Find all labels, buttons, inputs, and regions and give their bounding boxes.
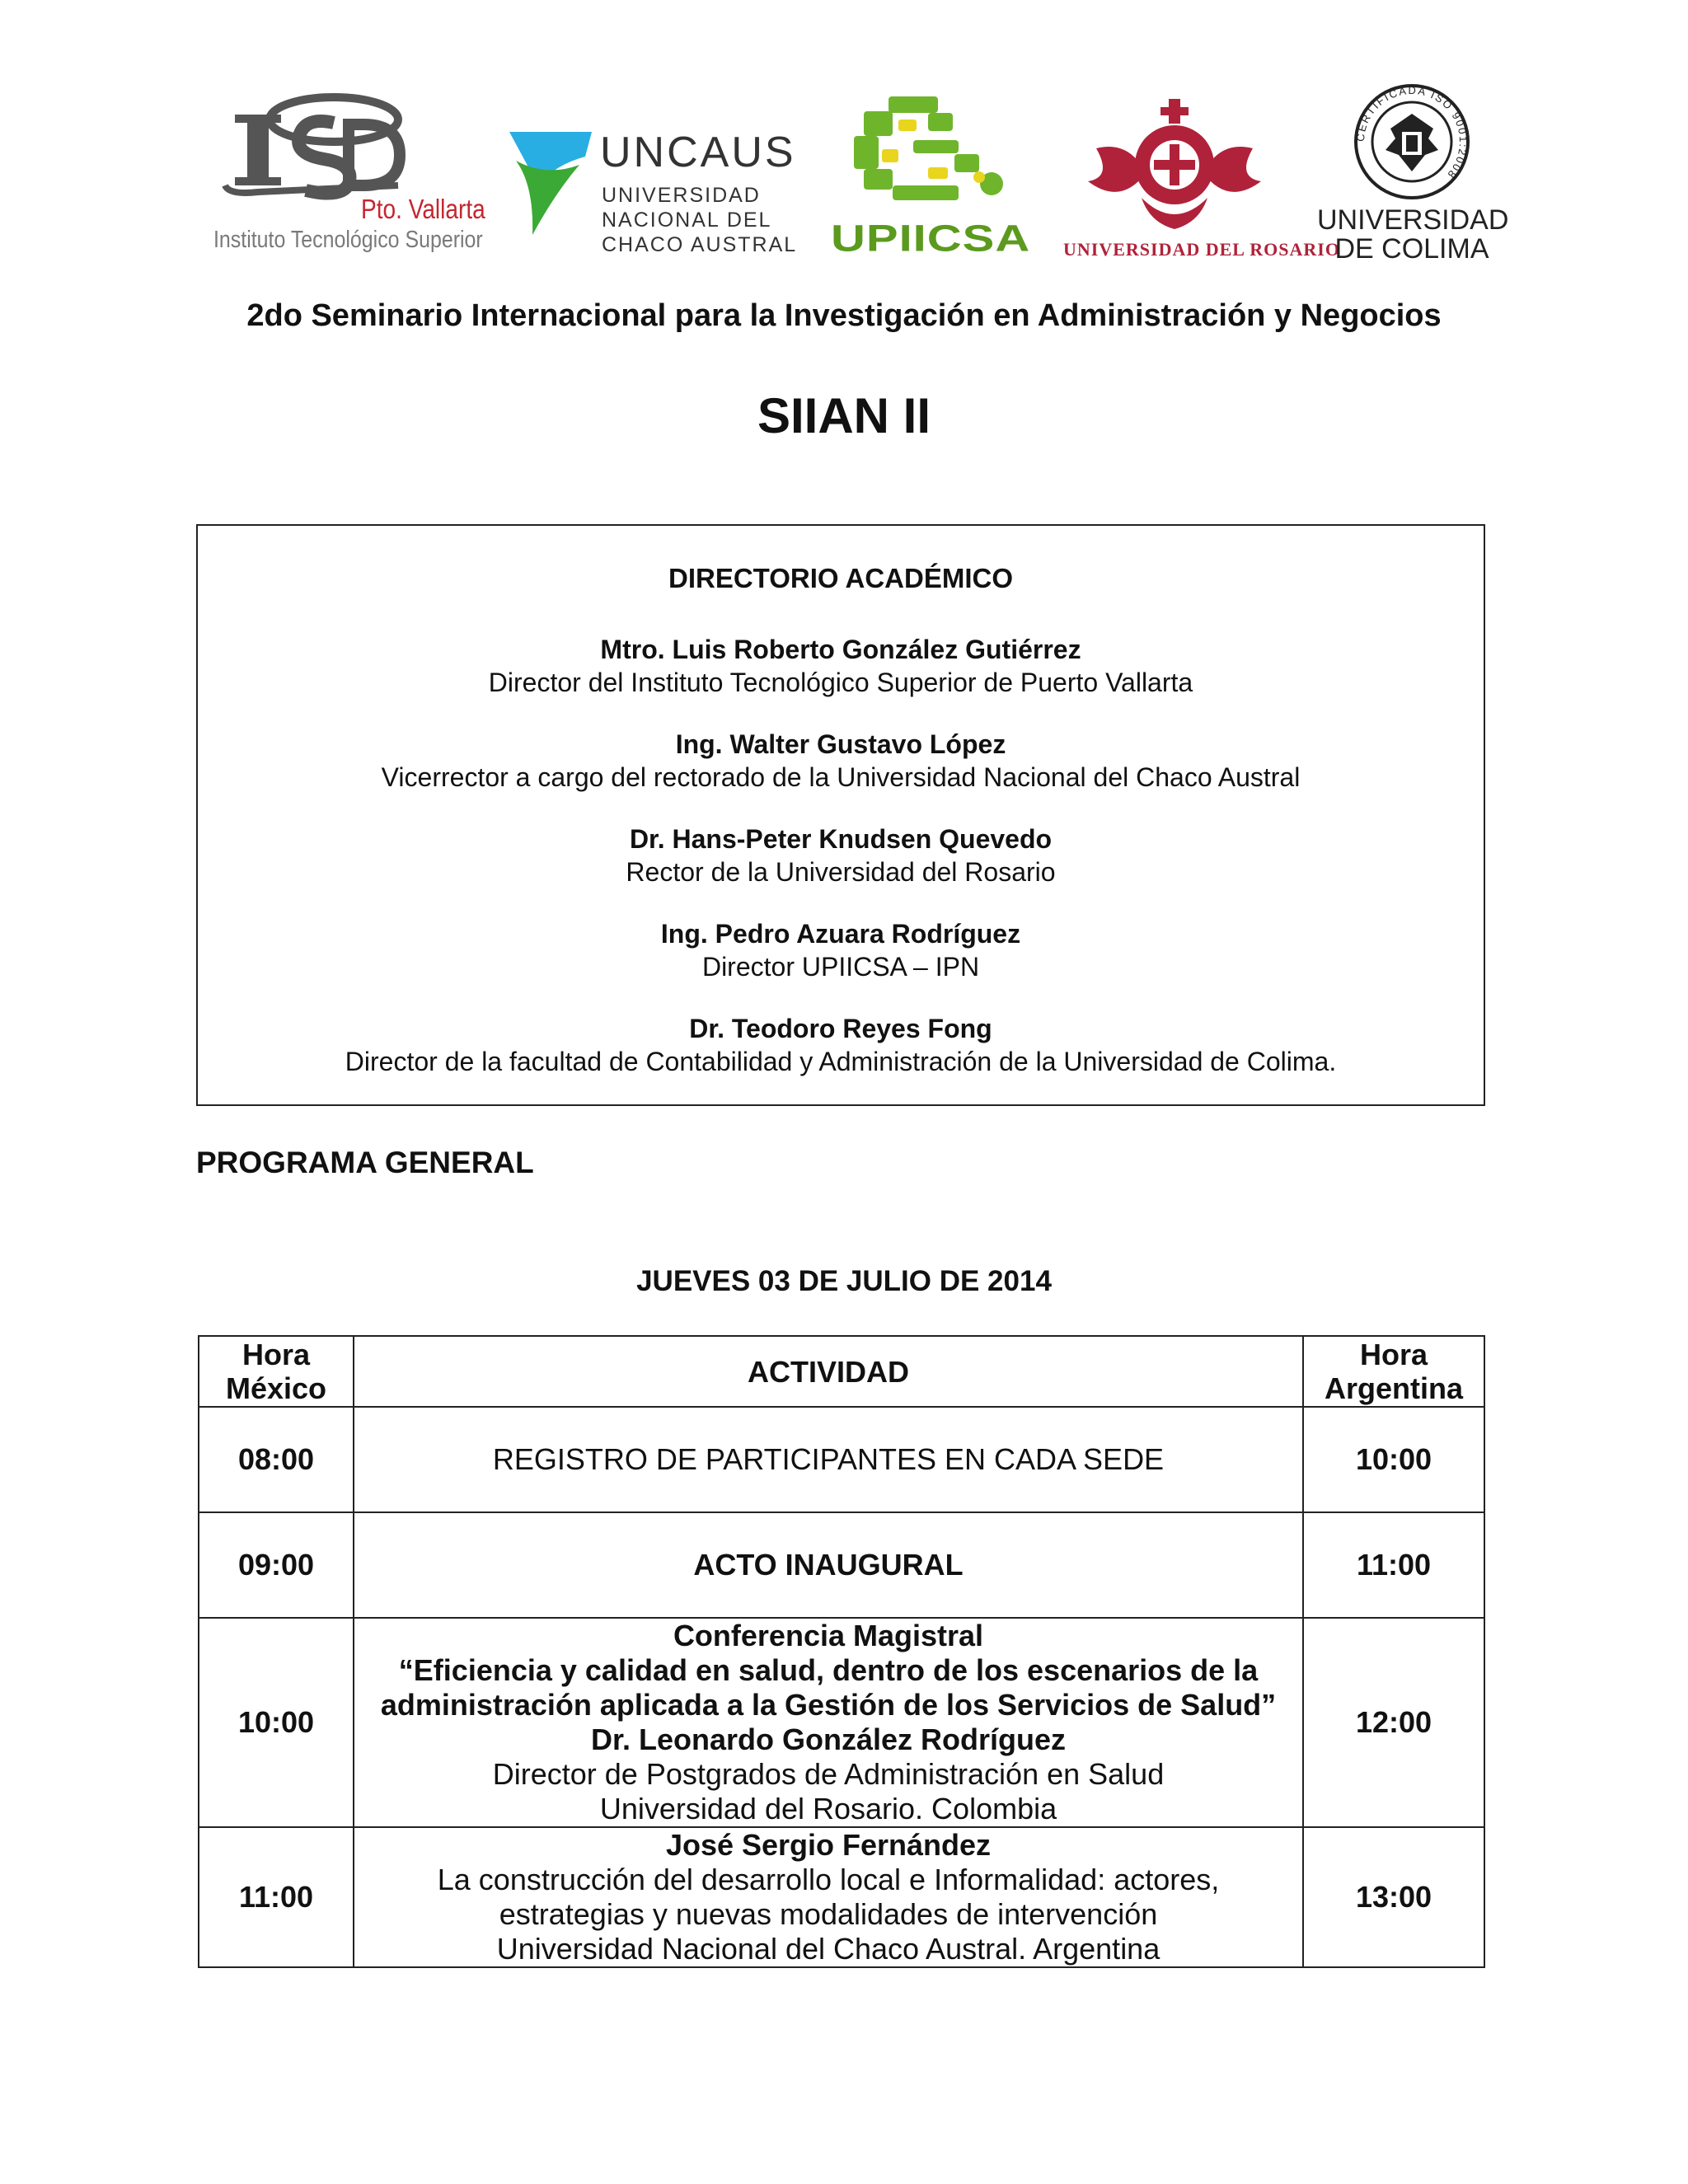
column-header-line: Argentina	[1324, 1371, 1463, 1405]
uncaus-line-2: NACIONAL DEL	[602, 209, 772, 232]
colima-seal-icon	[1317, 82, 1507, 202]
uncaus-logo	[509, 128, 798, 256]
table-row	[199, 1618, 1484, 1827]
colima-logo	[1317, 82, 1507, 272]
seminar-title: 2do Seminario Internacional para la Investigación en Administración y Negocios	[246, 298, 1442, 333]
activity-cell	[354, 1827, 1303, 1967]
person-name: Ing. Walter Gustavo López	[675, 729, 1006, 759]
logo-strip	[0, 78, 1688, 276]
time-mexico: 08:00	[199, 1407, 354, 1512]
person-name: Mtro. Luis Roberto González Gutiérrez	[600, 635, 1081, 664]
uncaus-mark-icon	[509, 128, 596, 239]
table-header-row	[199, 1336, 1484, 1407]
itsvt-city: Pto. Vallarta	[361, 194, 485, 224]
time-argentina: 12:00	[1303, 1618, 1484, 1827]
activity-line: José Sergio Fernández	[665, 1828, 992, 1862]
itsvt-logo	[210, 88, 495, 253]
directory-person	[198, 1012, 1484, 1078]
seminar-acronym: SIIAN II	[757, 388, 931, 443]
person-role: Director de la facultad de Contabilidad y Administración de la Universidad de Colima.	[345, 1047, 1337, 1076]
itsvt-subtitle: Instituto Tecnológico Superior	[213, 227, 483, 253]
uncaus-name: UNCAUS	[600, 129, 796, 176]
activity-cell	[354, 1618, 1303, 1827]
directory-heading: DIRECTORIO ACADÉMICO	[668, 563, 1013, 593]
directory-person	[198, 633, 1484, 699]
person-role: Director UPIICSA – IPN	[701, 952, 980, 982]
activity-line: Universidad del Rosario. Colombia	[599, 1792, 1057, 1825]
table-row	[199, 1827, 1484, 1967]
academic-directory-box	[196, 524, 1485, 1106]
colima-seal-text: CERTIFICADA ISO 9001:2008	[1353, 83, 1470, 182]
activity-line: Conferencia Magistral	[673, 1619, 984, 1652]
schedule-table	[198, 1335, 1485, 1968]
directory-person	[198, 917, 1484, 983]
activity-line: “Eficiencia y calidad en salud, dentro de los escenarios de la	[398, 1653, 1259, 1687]
rosario-logo	[1063, 99, 1340, 264]
person-name: Dr. Hans-Peter Knudsen Quevedo	[629, 824, 1053, 854]
column-header-mexico	[199, 1336, 354, 1407]
table-row	[199, 1512, 1484, 1618]
person-role: Vicerrector a cargo del rectorado de la Universidad Nacional del Chaco Austral	[381, 762, 1301, 792]
table-row	[199, 1407, 1484, 1512]
column-header-line: Hora	[1359, 1338, 1428, 1371]
activity-line: REGISTRO DE PARTICIPANTES EN CADA SEDE	[492, 1442, 1165, 1476]
upiicsa-logo	[831, 95, 1031, 264]
activity-line: estrategias y nuevas modalidades de intervención	[499, 1897, 1158, 1931]
activity-line: La construcción del desarrollo local e Informalidad: actores,	[437, 1863, 1220, 1896]
uncaus-line-1: UNIVERSIDAD	[602, 184, 761, 207]
time-argentina: 10:00	[1303, 1407, 1484, 1512]
column-header-activity: ACTIVIDAD	[354, 1336, 1303, 1407]
column-header-argentina	[1303, 1336, 1484, 1407]
rosario-name: UNIVERSIDAD DEL ROSARIO	[1063, 239, 1340, 260]
activity-line: Director de Postgrados de Administración en Salud	[492, 1757, 1165, 1791]
activity-line: Dr. Leonardo González Rodríguez	[590, 1722, 1067, 1756]
program-heading: PROGRAMA GENERAL	[196, 1146, 534, 1179]
upiicsa-name: UPIICSA	[831, 217, 1031, 260]
time-mexico: 11:00	[199, 1827, 354, 1967]
activity-line: administración aplicada a la Gestión de los Servicios de Salud”	[380, 1688, 1277, 1722]
time-argentina: 11:00	[1303, 1512, 1484, 1618]
person-name: Ing. Pedro Azuara Rodríguez	[660, 919, 1021, 949]
time-mexico: 09:00	[199, 1512, 354, 1618]
uncaus-line-3: CHACO AUSTRAL	[602, 233, 798, 256]
itsvt-mark-icon	[210, 88, 408, 195]
activity-cell	[354, 1512, 1303, 1618]
time-argentina: 13:00	[1303, 1827, 1484, 1967]
directory-person	[198, 823, 1484, 888]
rosario-crest-icon	[1063, 99, 1286, 235]
column-header-line: México	[225, 1371, 327, 1405]
activity-line: ACTO INAUGURAL	[693, 1548, 964, 1582]
time-mexico: 10:00	[199, 1618, 354, 1827]
activity-cell	[354, 1407, 1303, 1512]
upiicsa-mark-icon	[831, 95, 1020, 218]
program-day: JUEVES 03 DE JULIO DE 2014	[636, 1265, 1052, 1297]
person-role: Rector de la Universidad del Rosario	[626, 857, 1056, 887]
activity-line: Universidad Nacional del Chaco Austral. Argentina	[496, 1932, 1160, 1966]
person-name: Dr. Teodoro Reyes Fong	[689, 1014, 992, 1043]
directory-person	[198, 728, 1484, 794]
colima-name-line-2: DE COLIMA	[1334, 233, 1489, 265]
person-role: Director del Instituto Tecnológico Superior de Puerto Vallarta	[488, 668, 1193, 697]
column-header-line: Hora	[241, 1338, 311, 1371]
colima-name-line-1: UNIVERSIDAD	[1317, 204, 1509, 236]
